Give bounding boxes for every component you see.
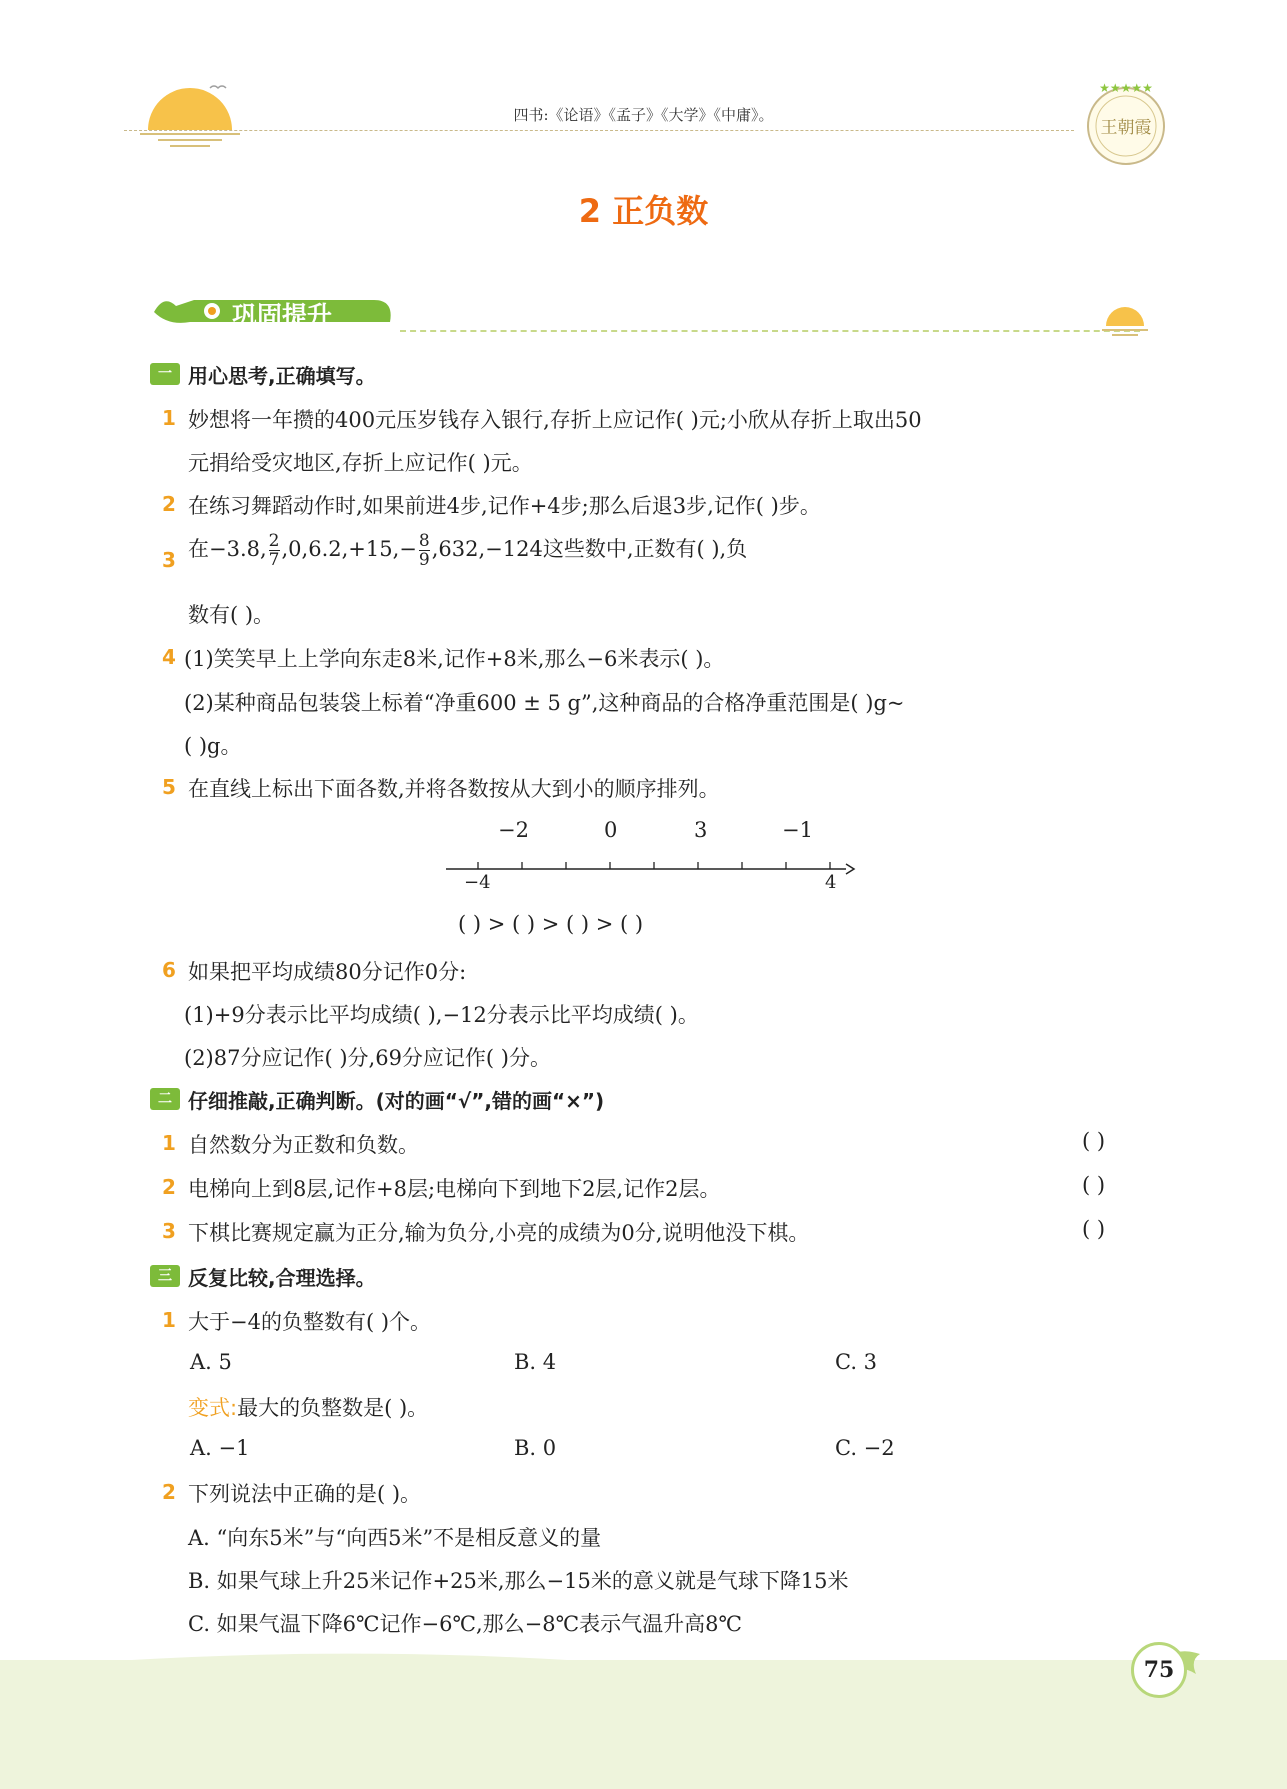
order-blanks: ( ) > ( ) > ( ) > ( ) <box>458 912 644 936</box>
variant-label: 变式: <box>188 1396 238 1420</box>
number-line <box>440 850 860 880</box>
section-1-heading <box>150 362 376 386</box>
q1-6-number: 6 <box>162 958 176 982</box>
section-3-title: 反复比较,合理选择。 <box>188 1265 376 1290</box>
banner-divider <box>400 330 1140 332</box>
axis-max-label: 4 <box>825 872 837 893</box>
q3-1-text: 大于−4的负整数有( )个。 <box>188 1310 432 1334</box>
header-text: 四书:《论语》《孟子》《大学》《中庸》。 <box>513 106 774 124</box>
small-sun-icon <box>1100 304 1150 338</box>
page-title: 2 正负数 <box>578 192 709 230</box>
variant-text: 最大的负整数是( )。 <box>237 1396 429 1420</box>
svg-text:王朝霞: 王朝霞 <box>1100 118 1152 138</box>
q1-5-number: 5 <box>162 775 176 799</box>
q3-variant <box>188 1392 428 1422</box>
section-3-mark: 三 <box>150 1265 180 1287</box>
arrow-icon <box>846 864 854 874</box>
number-label: −1 <box>782 818 813 842</box>
section-1-mark: 一 <box>150 363 180 385</box>
q3-variant-option-b: B. 0 <box>514 1436 557 1460</box>
q1-6-sub1: (1)+9分表示比平均成绩( ),−12分表示比平均成绩( )。 <box>184 1003 699 1027</box>
q3-1-option-a: A. 5 <box>190 1350 232 1374</box>
number-line-ticks <box>478 862 830 869</box>
page-number: 75 <box>1131 1642 1187 1698</box>
q1-6-sub2: (2)87分应记作( )分,69分应记作( )分。 <box>184 1046 551 1070</box>
q1-6-line: 如果把平均成绩80分记作0分: <box>188 960 467 984</box>
q1-3-part-c: ,632,−124这些数中,正数有( ),负 <box>431 537 748 561</box>
q2-1-number: 1 <box>162 1131 176 1155</box>
number-label: −2 <box>498 818 529 842</box>
fraction-numerator: 8 <box>418 531 430 551</box>
q1-1-line1: 妙想将一年攒的400元压岁钱存入银行,存折上应记作( )元;小欣从存折上取出50 <box>188 408 922 432</box>
q1-5-line: 在直线上标出下面各数,并将各数按从大到小的顺序排列。 <box>188 777 720 801</box>
q3-2-option-b: B. 如果气球上升25米记作+25米,那么−15米的意义就是气球下降15米 <box>188 1569 849 1593</box>
q2-1-answer: ( ) <box>1082 1129 1106 1153</box>
q2-3-text: 下棋比赛规定赢为正分,输为负分,小亮的成绩为0分,说明他没下棋。 <box>188 1221 810 1245</box>
svg-text:★★★★★: ★★★★★ <box>1099 81 1153 95</box>
section-2-mark: 二 <box>150 1088 180 1110</box>
q3-1-number: 1 <box>162 1308 176 1332</box>
fraction-8-9 <box>419 532 430 569</box>
q1-3-line1 <box>188 532 747 569</box>
number-label: 0 <box>604 818 618 842</box>
fraction-denominator: 7 <box>268 550 280 570</box>
q1-4-line2: (2)某种商品包装袋上标着“净重600 ± 5 g”,这种商品的合格净重范围是( )g~ <box>184 691 905 715</box>
q3-1-option-c: C. 3 <box>835 1350 878 1374</box>
q3-1-option-b: B. 4 <box>514 1350 557 1374</box>
number-label: 3 <box>694 818 708 842</box>
q3-variant-option-a: A. −1 <box>190 1436 250 1460</box>
section-2-title: 仔细推敲,正确判断。(对的画“√”,错的画“×”) <box>188 1088 605 1113</box>
q3-2-option-a: A. “向东5米”与“向西5米”不是相反意义的量 <box>188 1526 602 1550</box>
q2-2-answer: ( ) <box>1082 1173 1106 1197</box>
q2-3-answer: ( ) <box>1082 1217 1106 1241</box>
q1-2-number: 2 <box>162 492 176 516</box>
q1-1-line2: 元捐给受灾地区,存折上应记作( )元。 <box>188 451 533 475</box>
logo-seal-icon <box>1080 76 1172 168</box>
section-1-title: 用心思考,正确填写。 <box>188 363 376 388</box>
q1-4-line1: (1)笑笑早上上学向东走8米,记作+8米,那么−6米表示( )。 <box>184 647 725 671</box>
q3-2-option-c: C. 如果气温下降6℃记作−6℃,那么−8℃表示气温升高8℃ <box>188 1612 742 1636</box>
q3-2-text: 下列说法中正确的是( )。 <box>188 1482 422 1506</box>
bottom-background <box>0 1660 1287 1789</box>
banner-title: 巩固提升 <box>232 301 333 330</box>
q3-2-number: 2 <box>162 1480 176 1504</box>
header-divider <box>124 130 1074 131</box>
q1-4-number: 4 <box>162 645 176 669</box>
q2-1-text: 自然数分为正数和负数。 <box>188 1133 419 1157</box>
q1-3-part-a: 在−3.8, <box>188 537 267 561</box>
q1-3-part-b: ,0,6.2,+15,− <box>281 537 417 561</box>
q2-2-text: 电梯向上到8层,记作+8层;电梯向下到地下2层,记作2层。 <box>188 1177 721 1201</box>
fraction-2-7 <box>269 532 280 569</box>
q2-2-number: 2 <box>162 1175 176 1199</box>
fraction-numerator: 2 <box>268 531 280 551</box>
q1-1-number: 1 <box>162 406 176 430</box>
section-2-heading <box>150 1087 604 1111</box>
axis-min-label: −4 <box>464 872 491 893</box>
q2-3-number: 3 <box>162 1219 176 1243</box>
fraction-denominator: 9 <box>418 550 430 570</box>
q1-3-line2: 数有( )。 <box>188 603 275 627</box>
q3-variant-option-c: C. −2 <box>835 1436 895 1460</box>
q1-3-number: 3 <box>162 548 176 572</box>
q1-4-line3: ( )g。 <box>184 734 242 758</box>
section-3-heading <box>150 1264 376 1288</box>
q1-2-line: 在练习舞蹈动作时,如果前进4步,记作+4步;那么后退3步,记作( )步。 <box>188 494 821 518</box>
